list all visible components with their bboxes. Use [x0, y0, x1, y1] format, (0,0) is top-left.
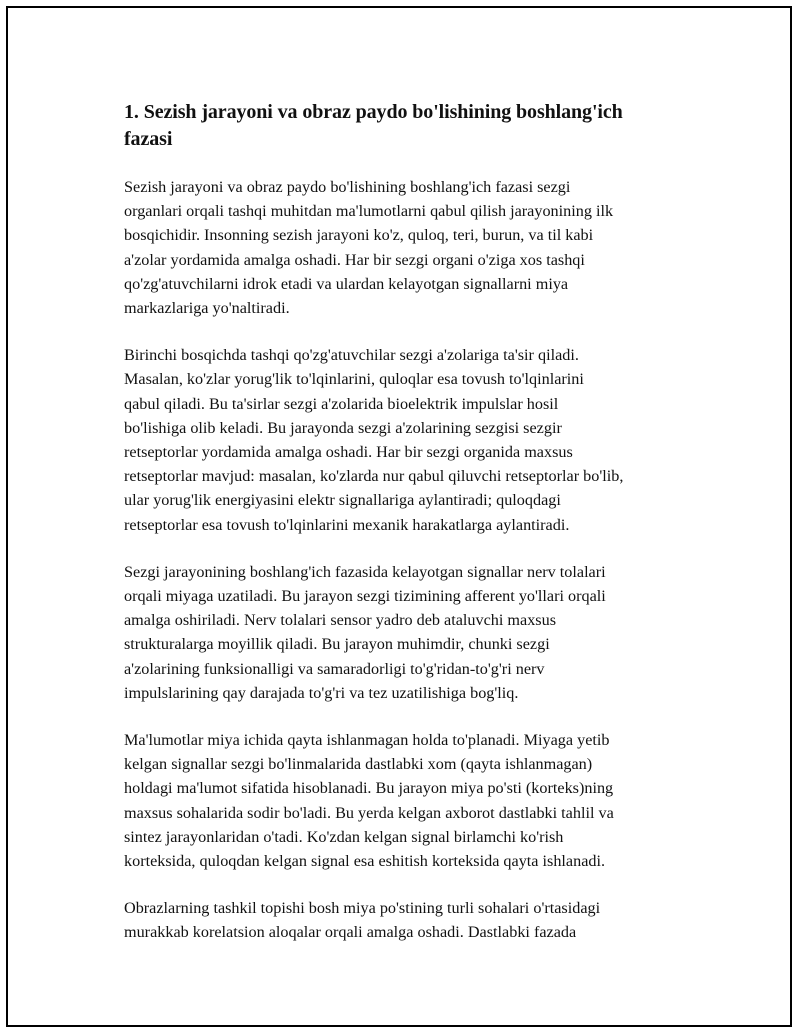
document-body	[124, 99, 704, 968]
page-frame	[6, 6, 792, 1027]
paragraph-3: Sezgi jarayonining boshlang'ich fazasida kelayotgan signallar nerv tolalari orqali miyaga uzatiladi. Bu jarayon sezgi tizimining afferent yo'llari orqali amalga oshiriladi. Nerv tolalari sensor yadro deb ataluvchi maxsus strukturalarga moyillik qiladi. Bu jarayon muhimdir, chunki sezgi a'zolarining funksionalligi va samaradorligi to'g'ridan-to'g'ri nerv impulslarining qay darajada to'g'ri va tez uzatilishiga bog'liq.	[124, 562, 606, 702]
paragraph-2: Birinchi bosqichda tashqi qo'zg'atuvchilar sezgi a'zolariga ta'sir qiladi. Masalan, ko'zlar yorug'lik to'lqinlarini, quloqlar esa tovush to'lqinlarini qabul qiladi. Bu ta'sirlar sezgi a'zolarida bioelektrik impulslar hosil bo'lishiga olib keladi. Bu jarayonda sezgi a'zolarining sezgisi sezgir retseptorlar yordamida amalga oshadi. Har bir sezgi organida maxsus retseptorlar mavjud: masalan, ko'zlarda nur qabul qiluvchi retseptorlar bo'lib, ular yorug'lik energiyasini elektr signallariga aylantiradi; quloqdagi retseptorlar esa tovush to'lqinlarini mexanik harakatlarga aylantiradi.	[124, 346, 624, 534]
paragraph-1: Sezish jarayoni va obraz paydo bo'lishining boshlang'ich fazasi sezgi organlari orqali tashqi muhitdan ma'lumotlarni qabul qilish jarayonining ilk bosqichidir. Insonning sezish jarayoni ko'z, quloq, teri, burun, va til kabi a'zolar yordamida amalga oshadi. Har bir sezgi organi o'ziga xos tashqi qo'zg'atuvchilarni idrok etadi va ulardan kelayotgan signallarni miya markazlariga yo'naltiradi.	[124, 178, 614, 318]
paragraph-5: Obrazlarning tashkil topishi bosh miya po'stining turli sohalari o'rtasidagi murakkab korelatsion aloqalar orqali amalga oshadi. Dastlabki fazada	[124, 899, 601, 942]
section-heading: 1. Sezish jarayoni va obraz paydo bo'lishining boshlang'ich fazasi	[124, 101, 623, 150]
paragraph-4: Ma'lumotlar miya ichida qayta ishlanmagan holda to'planadi. Miyaga yetib kelgan signallar sezgi bo'linmalarida dastlabki xom (qayta ishlanmagan) holdagi ma'lumot sifatida hisoblanadi. Bu jarayon miya po'sti (korteks)ning maxsus sohalarida sodir bo'ladi. Bu yerda kelgan axborot dastlabki tahlil va sintez jarayonlaridan o'tadi. Ko'zdan kelgan signal birlamchi ko'rish korteksida, quloqdan kelgan signal esa eshitish korteksida qayta ishlanadi.	[124, 731, 614, 871]
